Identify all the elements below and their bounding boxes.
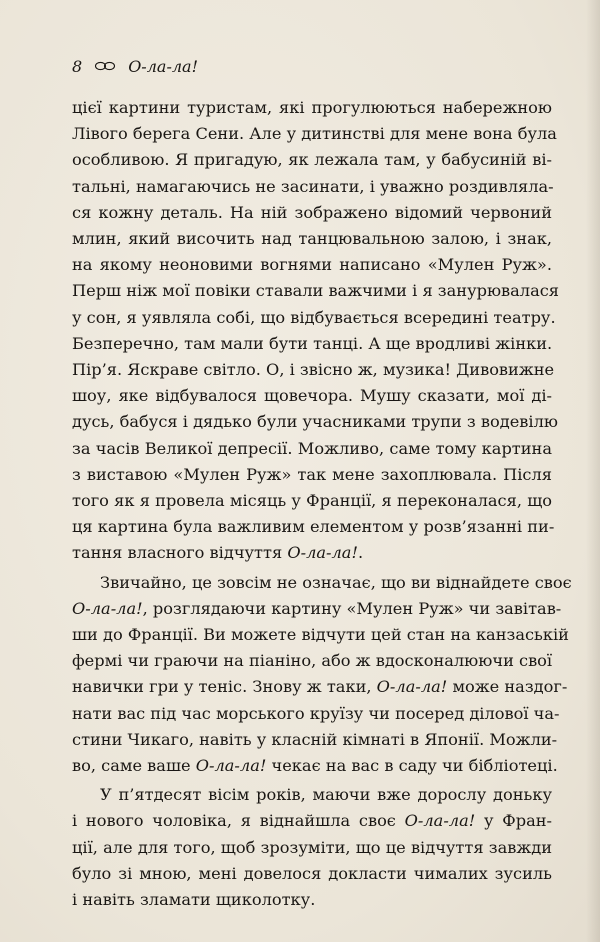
- text-run: нати вас під час морського круїзу чи посеред ділової ча-: [72, 703, 560, 723]
- text-line: [72, 121, 557, 147]
- text-run: тальні, намагаючись не засинати, і уважно роздивляла-: [72, 176, 554, 196]
- text-run: ця картина була важливим елементом у розв’язанні пи-: [72, 517, 555, 537]
- page-number: 8: [72, 56, 83, 76]
- text-run: Лівого берега Сени. Але у дитинстві для мене вона була: [72, 124, 557, 144]
- text-line: [72, 305, 556, 331]
- text-run: во, саме ваше: [72, 756, 196, 776]
- text-line: [72, 278, 560, 304]
- text-line: [72, 835, 552, 861]
- text-run: Безперечно, там мали бути танці. А ще вродливі жінки.: [72, 333, 553, 353]
- text-run: .: [357, 543, 364, 563]
- text-run: Звичайно, це зовсім не означає, що ви віднайдете своє: [100, 572, 572, 592]
- text-line: [72, 861, 552, 887]
- text-run: дусь, бабуся і дядько були учасниками трупи з водевілю: [72, 412, 558, 432]
- emphasis-text: О-ла-ла!: [404, 811, 476, 831]
- text-line: [72, 252, 552, 278]
- text-line: [72, 357, 555, 383]
- text-line: [72, 409, 558, 435]
- paragraph: [72, 782, 552, 913]
- emphasis-text: О-ла-ла!: [376, 677, 448, 697]
- running-header: [72, 54, 198, 78]
- text-run: і навіть зламати щиколотку.: [72, 890, 316, 910]
- text-run: Перш ніж мої повіки ставали важчими і я занурювалася: [72, 281, 560, 301]
- text-run: стини Чикаго, навіть у класній кімнаті в Японії. Можли-: [72, 729, 558, 749]
- text-run: на якому неоновими вогнями написано «Мулен Руж».: [72, 255, 552, 275]
- text-run: може наздог-: [447, 677, 568, 697]
- text-line: [72, 383, 552, 409]
- text-line: [72, 200, 552, 226]
- emphasis-text: О-ла-ла!: [287, 543, 358, 563]
- text-run: було зі мною, мені довелося докласти чималих зусиль: [72, 863, 552, 883]
- text-line: [72, 648, 552, 674]
- text-line: [72, 226, 552, 252]
- text-line: [72, 462, 552, 488]
- text-line: [72, 674, 568, 700]
- text-run: чекає на вас в саду чи бібліотеці.: [266, 756, 558, 776]
- text-line: [72, 540, 552, 566]
- text-line: [72, 596, 562, 622]
- text-run: ся кожну деталь. На ній зображено відомий червоний: [72, 202, 552, 222]
- text-run: ції, але для того, щоб зрозуміти, що це відчуття завжди: [72, 837, 552, 857]
- text-line: [72, 808, 552, 834]
- text-line: [72, 95, 552, 121]
- text-run: за часів Великої депресії. Можливо, саме тому картина: [72, 438, 552, 458]
- running-title: О-ла-ла!: [128, 56, 198, 76]
- text-line: [72, 331, 552, 357]
- text-line: [72, 147, 552, 173]
- text-line: [72, 887, 552, 913]
- text-run: у сон, я уявляла собі, що відбувається всередині театру.: [72, 307, 556, 327]
- text-run: Пір’я. Яскраве світло. О, і звісно ж, музика! Дивовижне: [72, 360, 555, 380]
- text-line: [72, 753, 558, 779]
- paragraph: [72, 570, 572, 780]
- text-line: [72, 782, 552, 808]
- text-run: ши до Франції. Ви можете відчути цей стан на канзаській: [72, 625, 569, 645]
- text-line: [72, 488, 552, 514]
- emphasis-text: О-ла-ла!: [72, 598, 143, 618]
- text-line: [72, 727, 558, 753]
- text-run: у Фран-: [475, 811, 552, 831]
- text-run: навички гри у теніс. Знову ж таки,: [72, 677, 377, 697]
- text-run: фермі чи граючи на піаніно, або ж вдосконалюючи свої: [72, 651, 553, 671]
- text-run: з виставою «Мулен Руж» так мене захоплювала. Після: [72, 464, 552, 484]
- text-line: [72, 436, 552, 462]
- text-line: [72, 174, 552, 200]
- text-run: млин, який височить над танцювальною залою, і знак,: [72, 229, 552, 249]
- text-run: того як я провела місяць у Франції, я переконалася, що: [72, 491, 552, 511]
- text-line: [72, 570, 572, 596]
- text-run: особливою. Я пригадую, як лежала там, у бабусиній ві-: [72, 150, 552, 170]
- text-run: цієї картини туристам, які прогулюються набережною: [72, 98, 552, 117]
- text-line: [72, 622, 569, 648]
- emphasis-text: О-ла-ла!: [195, 756, 267, 776]
- text-run: , розглядаючи картину «Мулен Руж» чи завітав-: [142, 598, 562, 618]
- text-run: шоу, яке відбувалося щовечора. Мушу сказати, мої ді-: [72, 386, 552, 406]
- text-run: У п’ятдесят вісім років, маючи вже дорослу доньку: [100, 785, 552, 805]
- double-loop-ornament-icon: [94, 60, 116, 72]
- paragraph: [72, 95, 560, 567]
- text-run: тання власного відчуття: [72, 543, 288, 563]
- page-edge-shadow: [586, 0, 600, 942]
- text-line: [72, 701, 560, 727]
- text-run: і нового чоловіка, я віднайшла своє: [72, 811, 405, 831]
- body-text: [72, 95, 572, 913]
- text-line: [72, 514, 555, 540]
